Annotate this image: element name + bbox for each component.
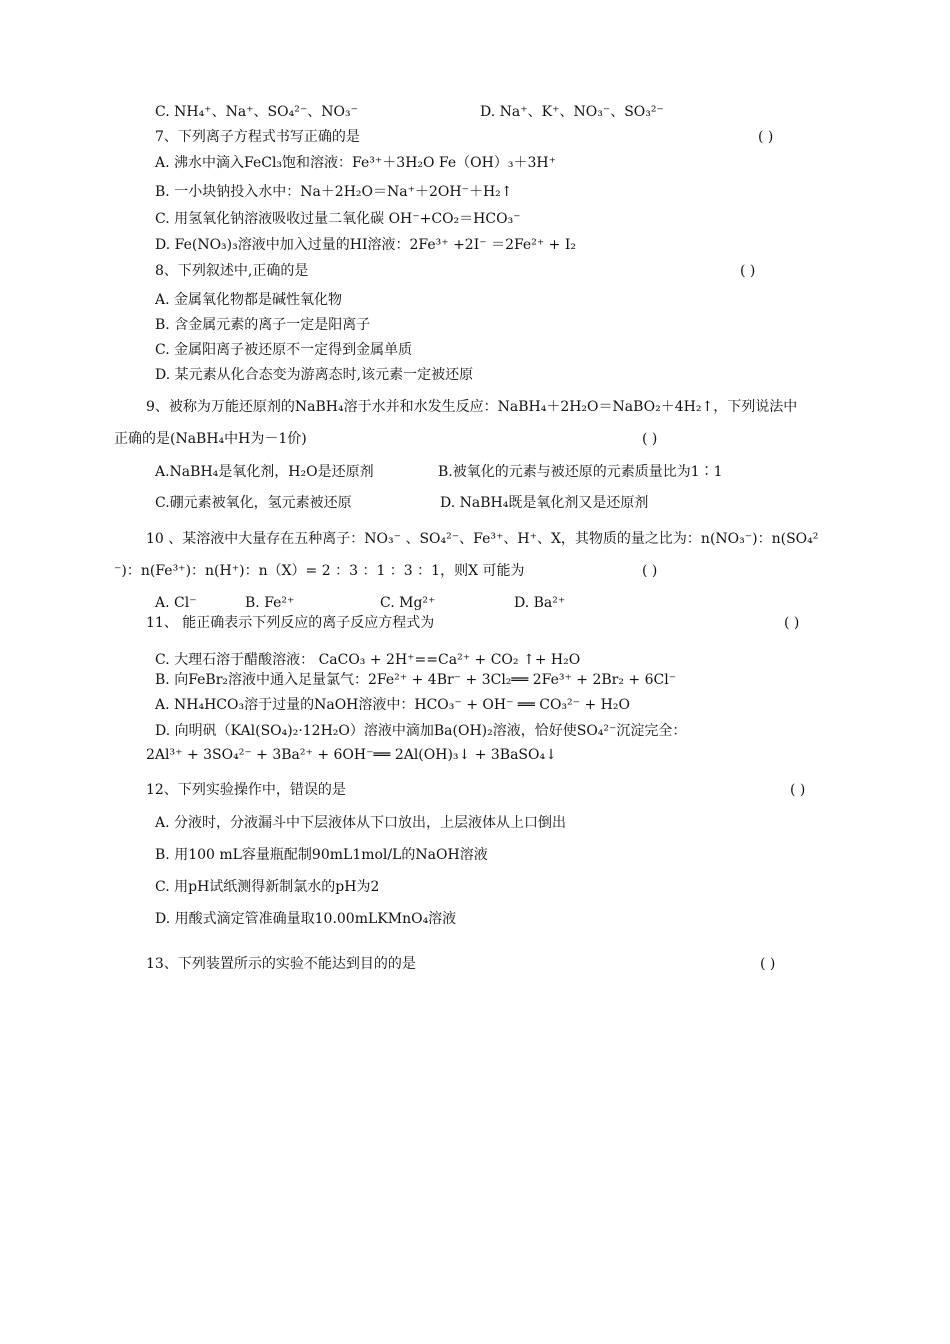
q7-option-a: A. 沸水中滴入FeCl₃饱和溶液：Fe³⁺＋3H₂O Fe（OH）₃＋3H⁺ (155, 155, 556, 171)
q12-option-b: B. 用100 mL容量瓶配制90mL1mol/L的NaOH溶液 (155, 847, 488, 863)
q13-stem: 13、下列装置所示的实验不能达到目的的是 (146, 956, 416, 972)
q9-option-d: D. NaBH₄既是氧化剂又是还原剂 (440, 495, 649, 511)
q8-stem: 8、下列叙述中,正确的是 (155, 263, 309, 279)
q12-answer-paren: ( ) (790, 782, 806, 798)
q10-answer-paren: ( ) (642, 563, 658, 579)
q9-option-c: C.硼元素被氧化，氢元素被还原 (155, 495, 352, 511)
q7-option-d: D. Fe(NO₃)₃溶液中加入过量的HI溶液：2Fe³⁺ +2I⁻ ＝2Fe²⁺ + I₂ (155, 237, 576, 253)
q7-stem: 7、下列离子方程式书写正确的是 (155, 129, 360, 145)
q10-option-c: C. Mg²⁺ (380, 595, 436, 611)
q8-option-d: D. 某元素从化合态变为游离态时,该元素一定被还原 (155, 367, 474, 383)
q10-stem-line1: 10 、某溶液中大量存在五种离子：NO₃⁻ 、SO₄²⁻、Fe³⁺、H⁺、X，其物质的量之比为：n(NO₃⁻)：n(SO₄² (146, 531, 819, 547)
q13-answer-paren: ( ) (760, 956, 776, 972)
q8-answer-paren: ( ) (740, 263, 756, 279)
q8-option-b: B. 含金属元素的离子一定是阳离子 (155, 317, 371, 333)
q10-stem-line2: ⁻)：n(Fe³⁺)：n(H⁺)：n（X）= 2 ：3 ：1 ：3 ：1，则X 可能为 (114, 563, 525, 579)
q12-stem: 12、下列实验操作中，错误的是 (146, 782, 346, 798)
q6-option-c: C. NH₄⁺、Na⁺、SO₄²⁻、NO₃⁻ (155, 104, 358, 120)
q10-option-a: A. Cl⁻ (155, 595, 197, 611)
q12-option-d: D. 用酸式滴定管准确量取10.00mLKMnO₄溶液 (155, 911, 457, 927)
q10-option-d: D. Ba²⁺ (514, 595, 566, 611)
q6-option-d: D. Na⁺、K⁺、NO₃⁻、SO₃²⁻ (480, 104, 664, 120)
q7-option-c: C. 用氢氧化钠溶液吸收过量二氧化碳 OH⁻+CO₂＝HCO₃⁻ (155, 211, 521, 227)
q11-answer-paren: ( ) (784, 615, 800, 631)
q8-option-c: C. 金属阳离子被还原不一定得到金属单质 (155, 342, 413, 358)
q9-option-b: B.被氧化的元素与被还原的元素质量比为1∶1 (438, 464, 723, 480)
q11-option-c: C. 大理石溶于醋酸溶液： CaCO₃ + 2H⁺==Ca²⁺ + CO₂ ↑+ H₂O (155, 652, 581, 668)
q11-option-d-line1: D. 向明矾（KAl(SO₄)₂·12H₂O）溶液中滴加Ba(OH)₂溶液，恰好使SO₄²⁻沉淀完全： (155, 723, 687, 739)
q10-option-b: B. Fe²⁺ (245, 595, 295, 611)
q11-stem: 11、 能正确表示下列反应的离子反应方程式为 (146, 615, 435, 631)
q12-option-a: A. 分液时，分液漏斗中下层液体从下口放出，上层液体从上口倒出 (155, 815, 567, 831)
q7-answer-paren: ( ) (758, 129, 774, 145)
q9-stem-line1: 9、被称为万能还原剂的NaBH₄溶于水并和水发生反应：NaBH₄＋2H₂O＝NaBO₂＋4H₂↑，下列说法中 (146, 399, 798, 415)
q11-option-b: B. 向FeBr₂溶液中通入足量氯气：2Fe²⁺ + 4Br⁻ + 3Cl₂══ 2Fe³⁺ + 2Br₂ + 6Cl⁻ (155, 672, 677, 688)
q7-option-b: B. 一小块钠投入水中：Na＋2H₂O＝Na⁺＋2OH⁻＋H₂↑ (155, 184, 513, 200)
q9-stem-line2: 正确的是(NaBH₄中H为－1价) (114, 431, 307, 447)
q12-option-c: C. 用pH试纸测得新制氯水的pH为2 (155, 879, 380, 895)
q11-option-d-line2: 2Al³⁺ + 3SO₄²⁻ + 3Ba²⁺ + 6OH⁻══ 2Al(OH)₃↓ + 3BaSO₄↓ (146, 747, 557, 763)
q9-option-a: A.NaBH₄是氧化剂，H₂O是还原剂 (155, 464, 374, 480)
q9-answer-paren: ( ) (642, 431, 658, 447)
q8-option-a: A. 金属氧化物都是碱性氧化物 (155, 292, 343, 308)
q11-option-a: A. NH₄HCO₃溶于过量的NaOH溶液中：HCO₃⁻ + OH⁻ ══ CO₃²⁻ + H₂O (155, 697, 630, 713)
